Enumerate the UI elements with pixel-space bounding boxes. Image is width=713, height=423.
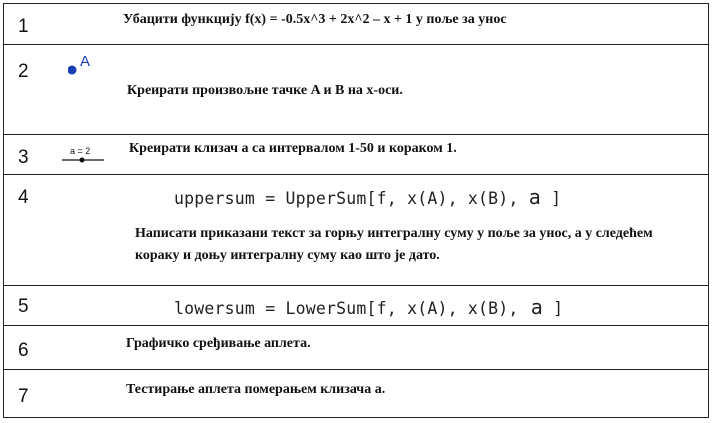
code-close: ] (540, 189, 562, 208)
code-text: lowersum = LowerSum[f, x(A), x(B), (174, 299, 519, 318)
lowersum-command (174, 295, 563, 319)
table-row-4 (4, 175, 708, 286)
code-text: uppersum = UpperSum[f, x(A), x(B), (174, 189, 529, 208)
step-text: Креирати произвољне тачке A и B на x-оси. (127, 83, 403, 98)
code-slider-var: a (518, 295, 544, 319)
uppersum-command (174, 185, 561, 209)
table-row-2 (4, 45, 708, 135)
step-number: 1 (18, 16, 29, 37)
step-text: Убацити функцију f(x) = -0.5x^3 + 2x^2 – x + 1 у поље за унос (123, 12, 507, 27)
point-icon-label: A (80, 53, 91, 70)
step-number: 3 (18, 147, 29, 168)
code-close: ] (543, 299, 564, 318)
slider-icon-label: a = 2 (70, 146, 91, 156)
table-row-7 (4, 370, 708, 418)
table-row-5 (4, 286, 708, 326)
code-slider-var: a (528, 185, 541, 209)
table-row-3 (4, 135, 708, 175)
point-icon (68, 51, 108, 77)
table-row-1 (4, 4, 708, 45)
step-text: Тестирање аплета померањем клизача a. (126, 382, 386, 397)
step-text: Креирати клизач a са интервалом 1-50 и кораком 1. (129, 141, 457, 156)
step-text: Написати приказани текст за горњу интегралну суму у поље за унос, а у следећем кораку и доњу интегралну суму као што је дато. (135, 226, 653, 263)
table-row-6 (4, 326, 708, 370)
step-number: 6 (18, 340, 29, 361)
step-number: 2 (18, 61, 29, 82)
step-text: Графичко сређивање аплета. (126, 336, 311, 351)
step-number: 4 (18, 187, 29, 208)
step-number: 7 (18, 386, 29, 407)
instruction-table (3, 3, 709, 418)
step-number: 5 (18, 296, 29, 317)
slider-icon (60, 145, 106, 167)
